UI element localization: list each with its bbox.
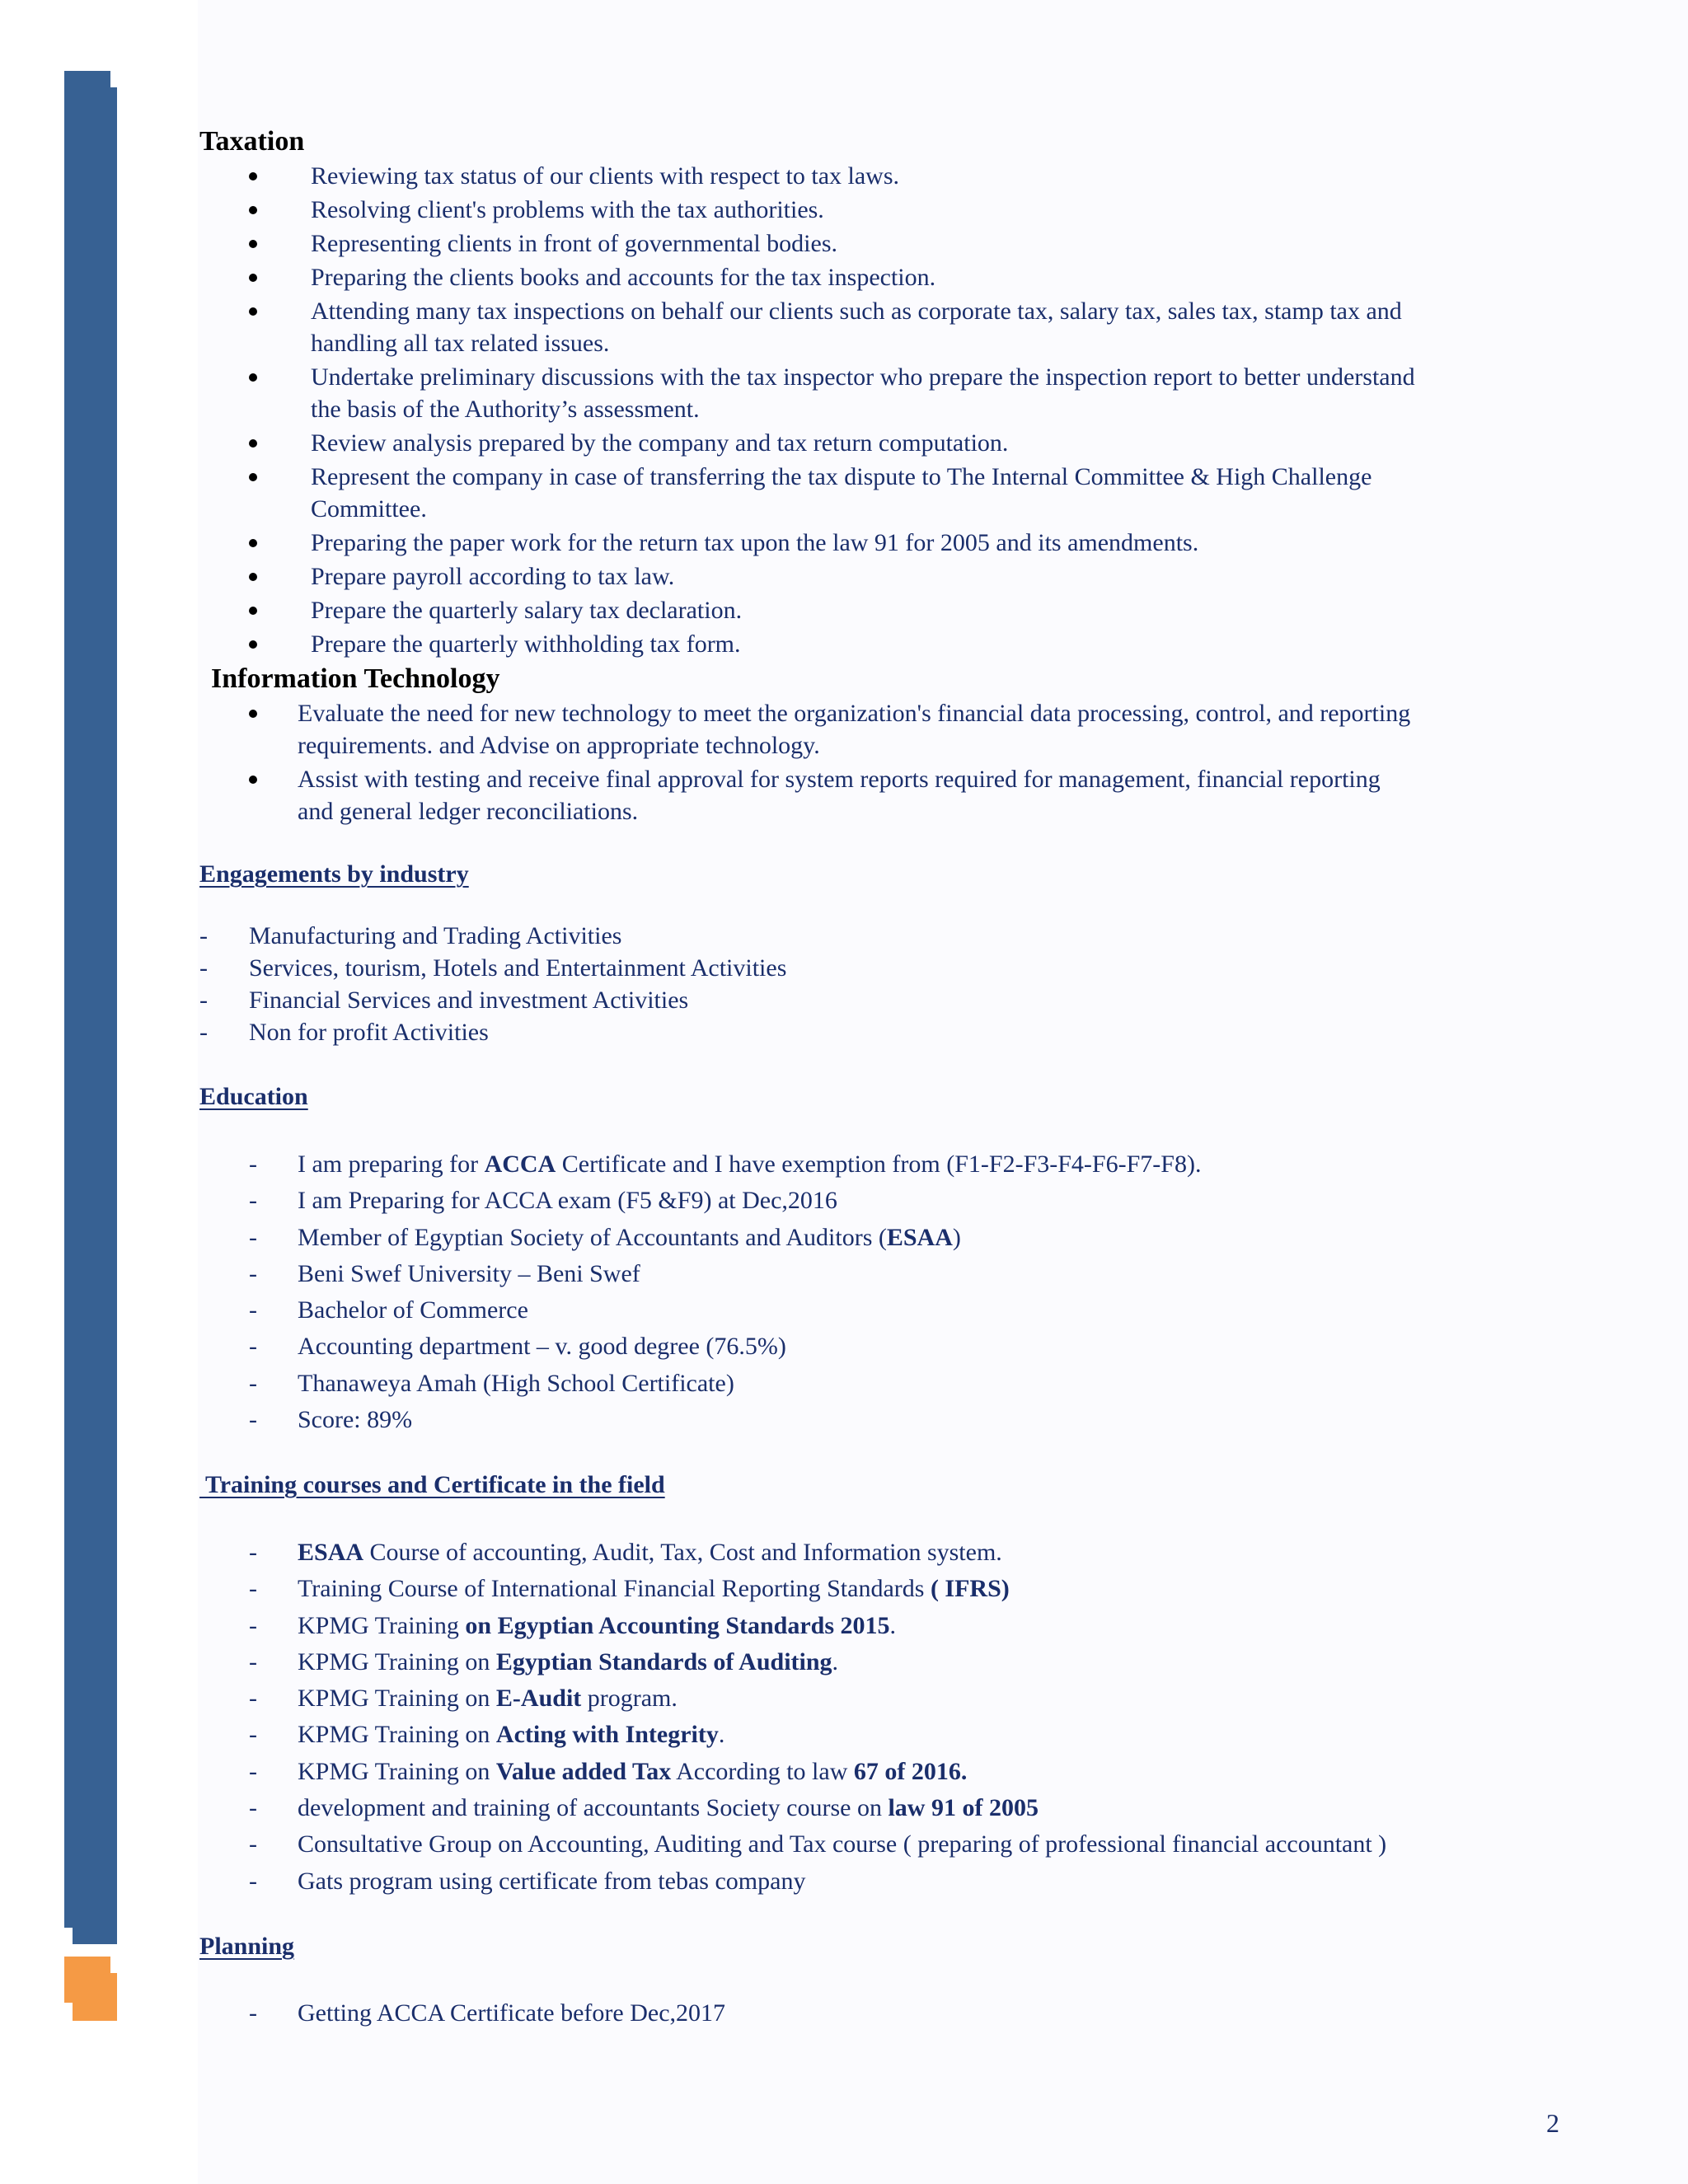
list-item-text: Gats program using certificate from tebas company	[298, 1867, 806, 1895]
bold-text: ESAA	[886, 1223, 953, 1251]
list-item-text: program.	[581, 1685, 678, 1713]
bullet-icon	[249, 573, 257, 581]
bold-text: E-Audit	[495, 1685, 582, 1713]
list-item-line: Prepare the quarterly salary tax declaration.	[311, 597, 743, 624]
bullet-icon	[249, 274, 257, 282]
planning-heading: Planning	[199, 1933, 295, 1960]
list-item	[199, 560, 1584, 593]
list-item	[199, 1571, 1584, 1607]
list-item	[199, 697, 1584, 762]
bullet-icon	[249, 373, 257, 382]
list-item	[199, 461, 1584, 525]
list-item	[199, 295, 1584, 359]
list-item-line: and general ledger reconciliations.	[298, 798, 639, 825]
engagements-heading: Engagements by industry	[199, 860, 469, 888]
dash-marker: -	[249, 1259, 257, 1287]
list-item-text: Consultative Group on Accounting, Auditing and Tax course ( preparing of professional financial accountant )	[298, 1830, 1387, 1858]
list-item-text: Accounting department – v. good degree (76.5%)	[298, 1333, 786, 1361]
list-item-text: KPMG Training on	[298, 1685, 496, 1713]
list-item-text: Course of accounting, Audit, Tax, Cost and Information system.	[363, 1539, 1002, 1566]
list-item-text: KPMG Training on	[298, 1757, 496, 1785]
list-item	[199, 1790, 1584, 1826]
list-item-line: Prepare payroll according to tax law.	[311, 563, 675, 590]
list-item-text: Score: 89%	[298, 1406, 413, 1434]
list-item	[199, 1183, 1584, 1219]
bold-text: ( IFRS)	[930, 1575, 1010, 1603]
list-item	[199, 1644, 1584, 1680]
list-item	[199, 1220, 1584, 1256]
list-item	[199, 1863, 1584, 1900]
bullet-icon	[249, 710, 257, 718]
dash-marker: -	[249, 1223, 257, 1251]
dash-marker: -	[249, 1151, 257, 1178]
list-item-text: )	[952, 1223, 961, 1251]
planning-list	[199, 1995, 1584, 2032]
list-item	[199, 261, 1584, 293]
bold-text: Acting with Integrity	[495, 1721, 719, 1749]
list-item	[199, 1826, 1584, 1863]
list-item-line: Committee.	[311, 495, 427, 523]
bullet-icon	[249, 640, 257, 649]
bullet-icon	[249, 607, 257, 615]
dash-marker: -	[249, 1369, 257, 1397]
dash-marker: -	[249, 1721, 257, 1749]
bullet-icon	[249, 240, 257, 248]
list-item	[199, 160, 1584, 192]
taxation-list	[199, 160, 1584, 662]
list-item-text: I am Preparing for ACCA exam (F5 &F9) at Dec,2016	[298, 1187, 837, 1215]
list-item-text: According to law	[671, 1757, 854, 1785]
bullet-icon	[249, 539, 257, 547]
list-item-line: requirements. and Advise on appropriate technology.	[298, 732, 820, 759]
list-item-text: Thanaweya Amah (High School Certificate)	[298, 1369, 734, 1397]
bullet-icon	[249, 172, 257, 180]
dash-marker: -	[249, 1794, 257, 1822]
list-item	[199, 1608, 1584, 1644]
dash-marker: -	[249, 1575, 257, 1603]
bullet-icon	[249, 776, 257, 784]
information-technology-heading: Information Technology	[211, 663, 500, 694]
list-item-text: development and training of accountants Society course on	[298, 1794, 889, 1822]
bold-text: on Egyptian Accounting Standards 2015	[465, 1611, 890, 1639]
list-item	[199, 1754, 1584, 1790]
list-item-text: KPMG Training	[298, 1611, 466, 1639]
dash-marker: -	[249, 1296, 257, 1324]
list-item-text: .	[832, 1647, 839, 1675]
list-item	[199, 1146, 1584, 1183]
list-item	[199, 984, 1436, 1016]
training-list	[199, 1535, 1584, 1900]
list-item-text: Certificate and I have exemption from (F1-F2-F3-F4-F6-F7-F8).	[556, 1151, 1202, 1178]
dash-marker: -	[249, 1999, 257, 2027]
list-item	[199, 194, 1584, 226]
dash-marker: -	[249, 1685, 257, 1713]
list-item	[199, 628, 1584, 660]
dash-marker: -	[199, 987, 208, 1014]
dash-marker: -	[249, 1539, 257, 1566]
list-item-text: KPMG Training on	[298, 1721, 496, 1749]
list-item-line: Preparing the clients books and accounts for the tax inspection.	[311, 264, 936, 291]
dash-marker: -	[249, 1333, 257, 1361]
list-item-line: Prepare the quarterly withholding tax form.	[311, 630, 741, 658]
list-item	[199, 1680, 1584, 1717]
list-item	[199, 1256, 1584, 1292]
list-item	[199, 527, 1584, 559]
list-item	[199, 763, 1584, 827]
list-item-text: I am preparing for	[298, 1151, 485, 1178]
list-item	[199, 1995, 1584, 2032]
list-item-line: Attending many tax inspections on behalf our clients such as corporate tax, salary tax, sales tax, stamp tax and	[311, 298, 1402, 325]
engagements-list	[199, 920, 1436, 1048]
list-item-text: Non for profit Activities	[249, 1019, 489, 1046]
list-item	[199, 952, 1436, 984]
information-technology-list	[199, 697, 1584, 829]
list-item	[199, 920, 1436, 952]
bold-text: ACCA	[484, 1151, 556, 1178]
list-item	[199, 227, 1584, 260]
bold-text: Value added Tax	[495, 1757, 672, 1785]
education-heading: Education	[199, 1083, 308, 1110]
list-item-text: Bachelor of Commerce	[298, 1296, 528, 1324]
bold-text: ESAA	[298, 1539, 364, 1566]
list-item-text: .	[718, 1721, 725, 1749]
list-item-text: Manufacturing and Trading Activities	[249, 922, 622, 949]
list-item-line: Assist with testing and receive final approval for system reports required for management, financial reporting	[298, 766, 1381, 793]
list-item-text: Beni Swef University – Beni Swef	[298, 1259, 640, 1287]
bullet-icon	[249, 473, 257, 481]
list-item-line: Representing clients in front of governmental bodies.	[311, 230, 838, 257]
list-item-line: Preparing the paper work for the return tax upon the law 91 for 2005 and its amendments.	[311, 529, 1199, 556]
list-item	[199, 1402, 1584, 1438]
list-item-line: the basis of the Authority’s assessment.	[311, 396, 700, 423]
page-number: 2	[1546, 2108, 1559, 2138]
dash-marker: -	[199, 954, 208, 982]
list-item-line: Review analysis prepared by the company and tax return computation.	[311, 429, 1009, 457]
list-item-text: Training Course of International Financial Reporting Standards	[298, 1575, 931, 1603]
list-item	[199, 1366, 1584, 1402]
list-item-text: Financial Services and investment Activities	[249, 987, 689, 1014]
dash-marker: -	[249, 1647, 257, 1675]
bold-text: law 91 of 2005	[888, 1794, 1039, 1822]
list-item-line: Reviewing tax status of our clients with respect to tax laws.	[311, 162, 900, 190]
list-item-line: handling all tax related issues.	[311, 330, 610, 357]
dash-marker: -	[249, 1830, 257, 1858]
list-item	[199, 1016, 1436, 1048]
list-item-text: Services, tourism, Hotels and Entertainment Activities	[249, 954, 787, 982]
dash-marker: -	[199, 1019, 208, 1046]
list-item-text: .	[889, 1611, 897, 1639]
list-item-line: Evaluate the need for new technology to meet the organization's financial data processing, control, and reporting	[298, 700, 1411, 727]
list-item	[199, 1329, 1584, 1365]
list-item-line: Resolving client's problems with the tax authorities.	[311, 196, 824, 223]
bold-text: 67 of 2016.	[853, 1757, 968, 1785]
list-item	[199, 1292, 1584, 1329]
taxation-heading: Taxation	[199, 126, 305, 157]
dash-marker: -	[249, 1867, 257, 1895]
dash-marker: -	[249, 1611, 257, 1639]
list-item-text: Member of Egyptian Society of Accountants and Auditors (	[298, 1223, 887, 1251]
dash-marker: -	[249, 1187, 257, 1215]
bold-text: Egyptian Standards of Auditing	[495, 1647, 832, 1675]
list-item	[199, 361, 1584, 425]
bullet-icon	[249, 439, 257, 448]
dash-marker: -	[199, 922, 208, 949]
bullet-icon	[249, 206, 257, 214]
dash-marker: -	[249, 1757, 257, 1785]
list-item	[199, 1717, 1584, 1753]
bullet-icon	[249, 307, 257, 316]
list-item	[199, 427, 1584, 459]
list-item	[199, 1535, 1584, 1571]
dash-marker: -	[249, 1406, 257, 1434]
list-item-text: KPMG Training on	[298, 1647, 496, 1675]
list-item-text: Getting ACCA Certificate before Dec,2017	[298, 1999, 726, 2027]
list-item-line: Undertake preliminary discussions with the tax inspector who prepare the inspection report to better understand	[311, 363, 1415, 391]
list-item-line: Represent the company in case of transferring the tax dispute to The Internal Committee & High Challenge	[311, 463, 1372, 490]
training-heading: Training courses and Certificate in the field	[199, 1471, 665, 1498]
education-list	[199, 1146, 1584, 1438]
list-item	[199, 594, 1584, 626]
